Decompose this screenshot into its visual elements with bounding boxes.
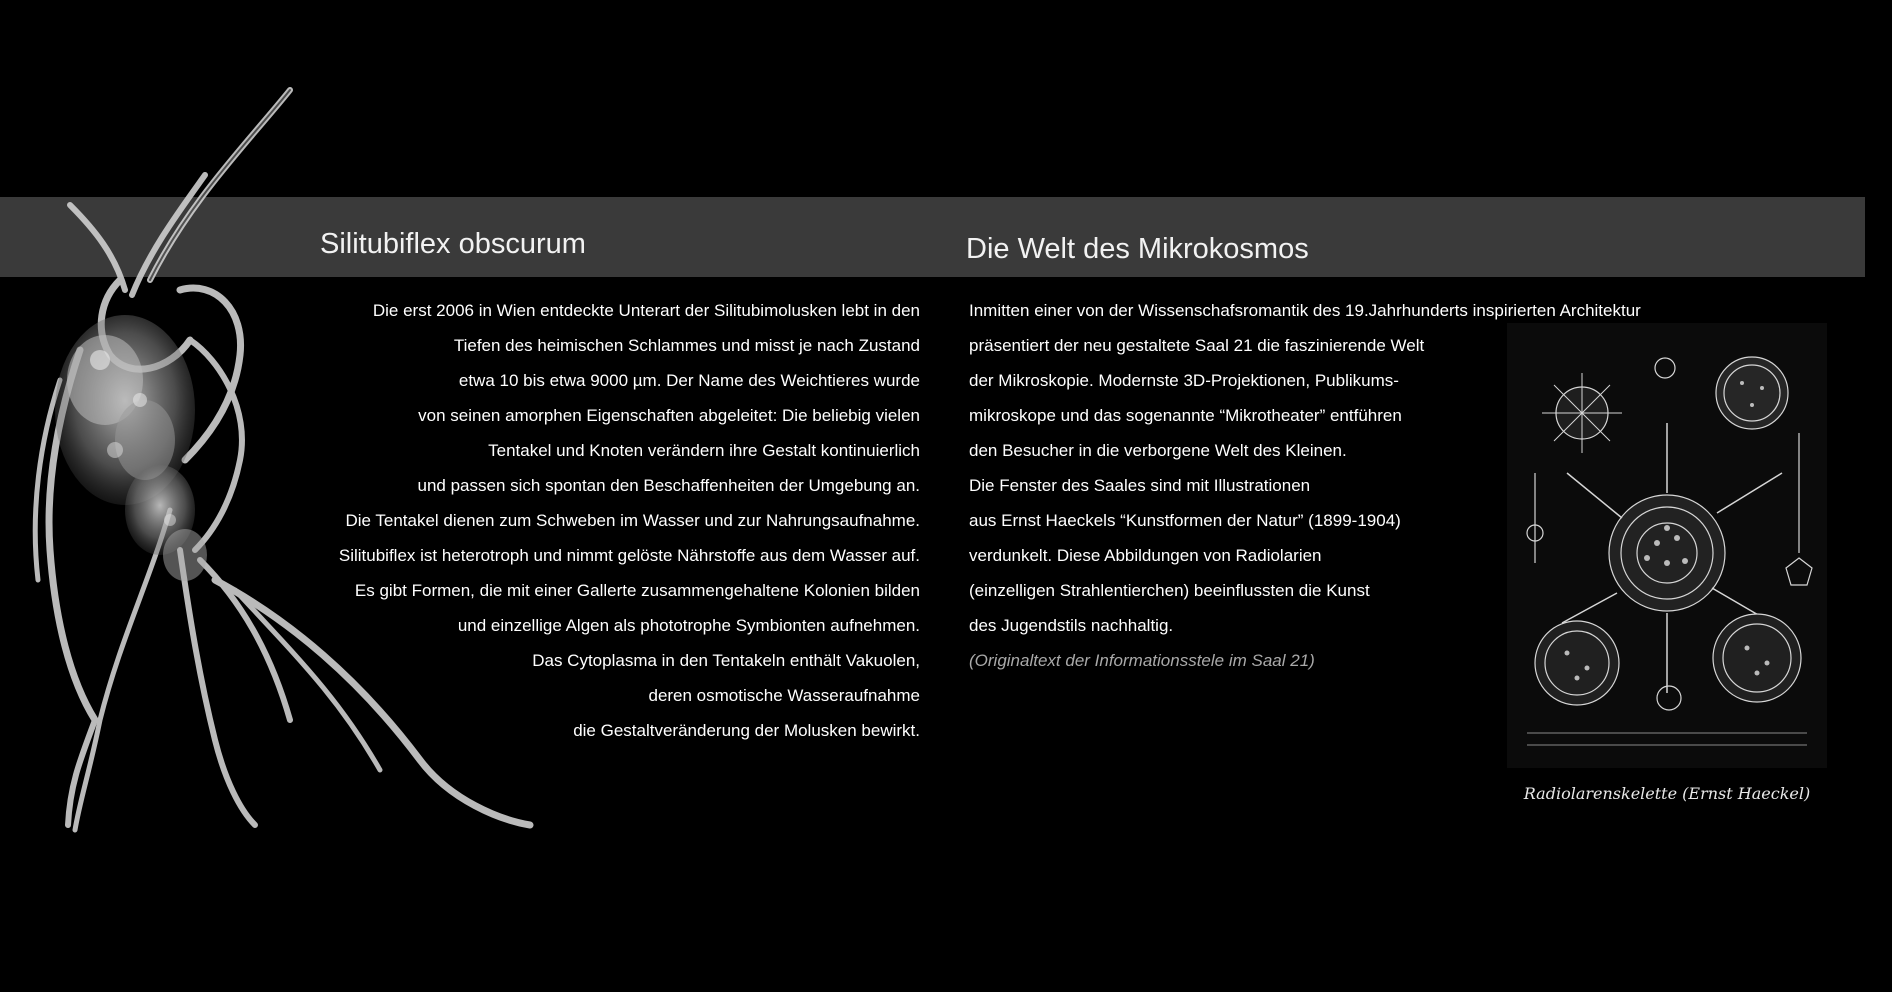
description-line: Tentakel und Knoten verändern ihre Gestalt kontinuierlich: [488, 441, 920, 460]
radiolaria-plate: [1507, 323, 1827, 768]
description-line: Die Fenster des Saales sind mit Illustrationen: [969, 476, 1311, 495]
description-line: (einzelligen Strahlentierchen) beeinflussten die Kunst: [969, 581, 1370, 600]
source-note: (Originaltext der Informationsstele im Saal 21): [969, 651, 1315, 670]
description-line: Silitubiflex ist heterotroph und nimmt gelöste Nährstoffe aus dem Wasser auf.: [338, 546, 920, 565]
description-line: Es gibt Formen, die mit einer Gallerte zusammengehaltene Kolonien bilden: [354, 581, 920, 600]
description-line: etwa 10 bis etwa 9000 µm. Der Name des Weichtieres wurde: [458, 371, 920, 390]
description-line: präsentiert der neu gestaltete Saal 21 die faszinierende Welt: [969, 336, 1425, 355]
description-line: Inmitten einer von der Wissenschafsromantik des 19.Jahrhunderts inspirierten Architektur: [969, 301, 1641, 320]
description-line: und passen sich spontan den Beschaffenheiten der Umgebung an.: [417, 476, 920, 495]
left-description: [300, 293, 920, 748]
description-line: Die Tentakel dienen zum Schweben im Wasser und zur Nahrungsaufnahme.: [345, 511, 920, 530]
description-line: deren osmotische Wasseraufnahme: [648, 686, 920, 705]
description-line: die Gestaltveränderung der Molusken bewirkt.: [573, 721, 920, 740]
left-section-title: Silitubiflex obscurum: [320, 228, 586, 260]
description-line: Die erst 2006 in Wien entdeckte Unterart der Silitubimolusken lebt in den: [372, 301, 920, 320]
description-line: Tiefen des heimischen Schlammes und misst je nach Zustand: [453, 336, 920, 355]
description-line: und einzellige Algen als phototrophe Symbionten aufnehmen.: [457, 616, 920, 635]
description-line: der Mikroskopie. Modernste 3D-Projektionen, Publikums-: [969, 371, 1399, 390]
description-line: Das Cytoplasma in den Tentakeln enthält Vakuolen,: [532, 651, 920, 670]
right-section-title: Die Welt des Mikrokosmos: [966, 233, 1309, 265]
description-line: aus Ernst Haeckels “Kunstformen der Natur” (1899-1904): [969, 511, 1401, 530]
description-line: verdunkelt. Diese Abbildungen von Radiolarien: [969, 546, 1322, 565]
description-line: des Jugendstils nachhaltig.: [969, 616, 1174, 635]
description-line: von seinen amorphen Eigenschaften abgeleitet: Die beliebig vielen: [418, 406, 920, 425]
plate-caption: Radiolarenskelette (Ernst Haeckel): [1523, 784, 1811, 803]
description-line: den Besucher in die verborgene Welt des Kleinen.: [969, 441, 1347, 460]
description-line: mikroskope und das sogenannte “Mikrotheater” entführen: [969, 406, 1402, 425]
